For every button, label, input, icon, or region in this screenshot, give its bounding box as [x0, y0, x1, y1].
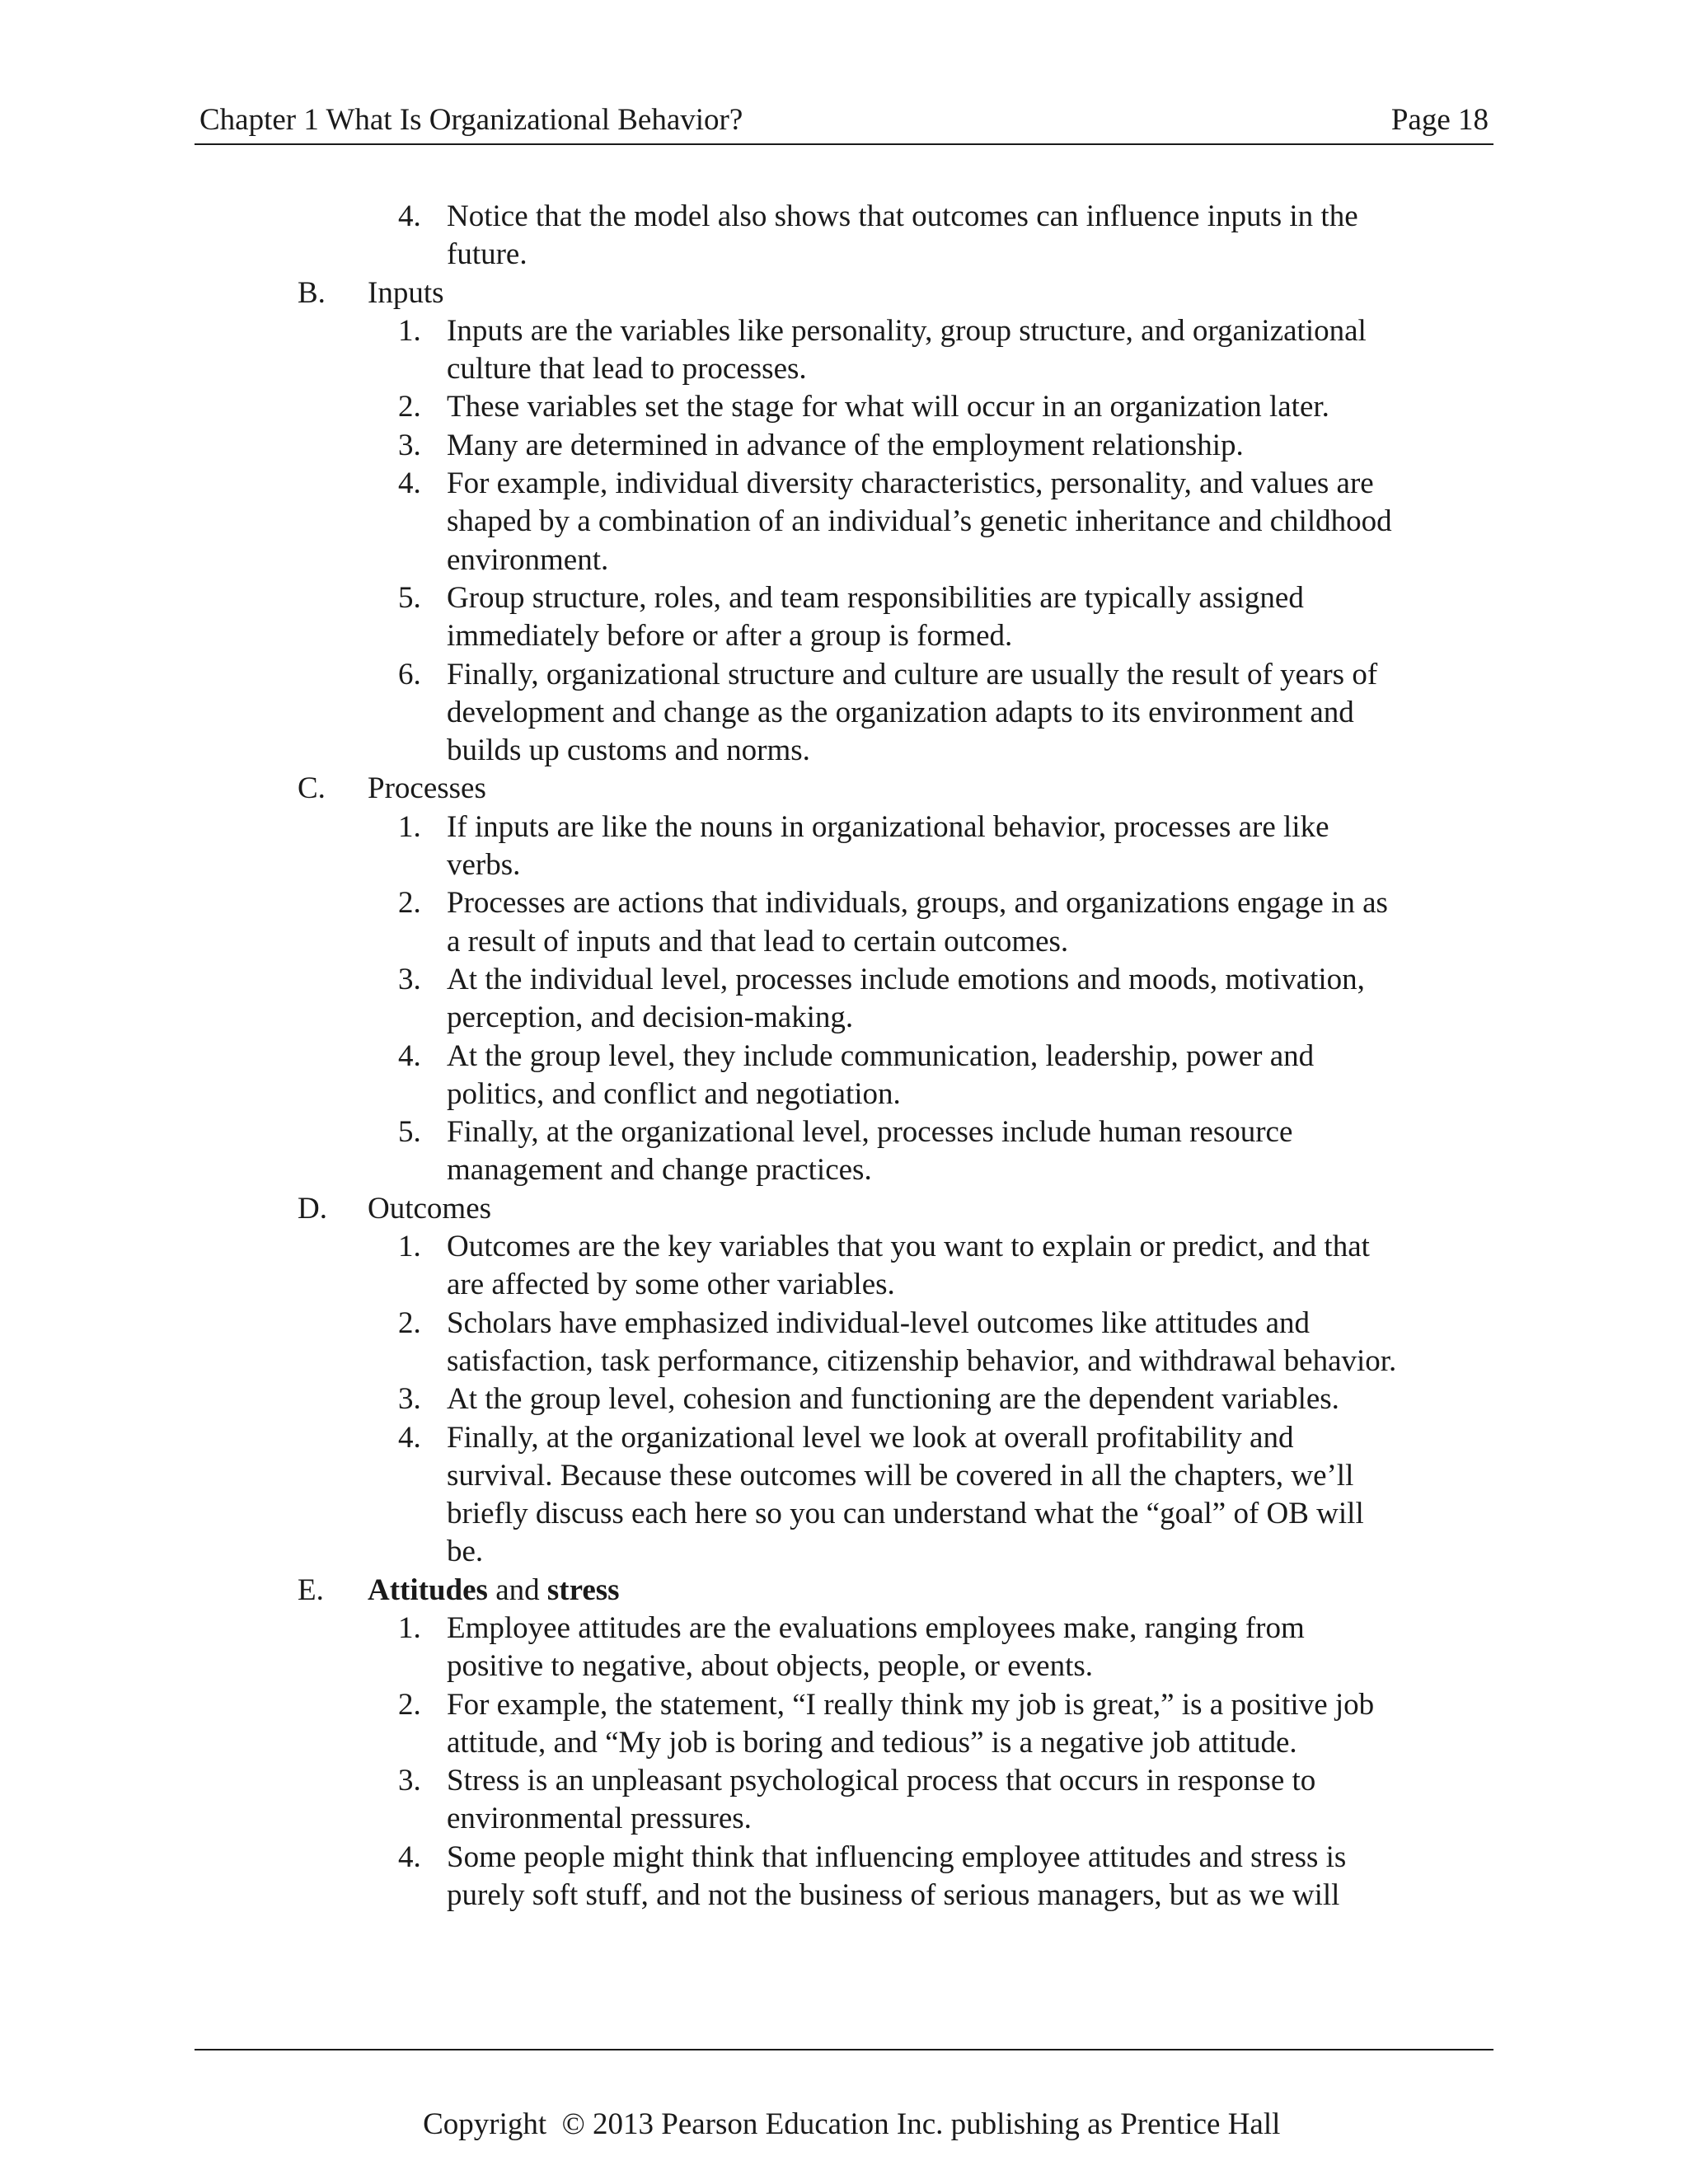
list-item-line	[0, 1877, 1688, 1915]
item-text: Processes are actions that individuals, groups, and organizations engage in as	[447, 886, 1388, 921]
list-item-line	[0, 1533, 1688, 1571]
item-text: positive to negative, about objects, people, or events.	[447, 1649, 1093, 1684]
item-text: At the group level, cohesion and functioning are the dependent variables.	[447, 1382, 1339, 1417]
item-text: shaped by a combination of an individual’s genetic inheritance and childhood	[447, 504, 1392, 539]
item-text: Stress is an unpleasant psychological process that occurs in response to	[447, 1764, 1316, 1798]
list-item-line	[0, 312, 1688, 350]
item-text: satisfaction, task performance, citizenship behavior, and withdrawal behavior.	[447, 1343, 1397, 1378]
item-text: briefly discuss each here so you can understand what the “goal” of OB will	[447, 1497, 1364, 1531]
list-item-line	[0, 617, 1688, 655]
item-text: At the group level, they include communication, leadership, power and	[447, 1038, 1315, 1073]
item-text: management and change practices.	[447, 1153, 872, 1188]
item-text: Employee attitudes are the evaluations employees make, ranging from	[447, 1610, 1305, 1645]
chapter-title: Chapter 1 What Is Organizational Behavior?	[199, 103, 743, 137]
item-number: 2.	[398, 390, 421, 424]
list-item-line	[0, 923, 1688, 961]
section-title: Inputs	[368, 275, 444, 310]
item-text: Many are determined in advance of the employment relationship.	[447, 428, 1244, 462]
section-letter: B.	[298, 275, 326, 310]
item-text: future.	[447, 237, 528, 272]
section-title: Processes	[368, 771, 486, 806]
list-item-line	[0, 1839, 1688, 1877]
item-text: culture that lead to processes.	[447, 352, 807, 387]
list-item-line	[0, 961, 1688, 999]
item-text: environmental pressures.	[447, 1802, 752, 1836]
list-item-line	[0, 1724, 1688, 1762]
item-number: 1.	[398, 1610, 421, 1645]
list-item-line	[0, 1610, 1688, 1647]
item-text: development and change as the organization adapts to its environment and	[447, 695, 1354, 729]
list-item-line	[0, 1038, 1688, 1076]
list-item-line	[0, 1380, 1688, 1418]
item-text: survival. Because these outcomes will be covered in all the chapters, we’ll	[447, 1458, 1354, 1493]
list-item-line	[0, 1686, 1688, 1724]
item-number: 4.	[398, 199, 421, 233]
list-item-line	[0, 1076, 1688, 1113]
item-number: 2.	[398, 1687, 421, 1722]
item-number: 3.	[398, 962, 421, 996]
list-item-line	[0, 1495, 1688, 1533]
section-letter: E.	[298, 1572, 324, 1607]
item-text: If inputs are like the nouns in organizational behavior, processes are like	[447, 809, 1329, 844]
footer-divider	[195, 2049, 1493, 2050]
list-item-line	[0, 884, 1688, 922]
list-item-line	[0, 198, 1688, 236]
copyright-text: Copyright © 2013 Pearson Education Inc. publishing as Prentice Hall	[423, 2107, 1281, 2141]
item-text: attitude, and “My job is boring and tedious” is a negative job attitude.	[447, 1725, 1297, 1760]
page-footer	[0, 2055, 1688, 2148]
item-number: 4.	[398, 466, 421, 501]
list-item-line	[0, 465, 1688, 503]
list-item-line	[0, 350, 1688, 388]
item-text: Some people might think that influencing employee attitudes and stress is	[447, 1840, 1347, 1874]
item-number: 3.	[398, 1764, 421, 1798]
list-item-line	[0, 1647, 1688, 1685]
list-item-line	[0, 1113, 1688, 1151]
item-number: 2.	[398, 1305, 421, 1340]
item-text: Finally, at the organizational level we look at overall profitability and	[447, 1420, 1294, 1455]
item-text: immediately before or after a group is formed.	[447, 619, 1013, 654]
title-connector: and	[487, 1572, 547, 1607]
list-item-line	[0, 1228, 1688, 1266]
item-number: 3.	[398, 428, 421, 462]
list-item-line	[0, 999, 1688, 1037]
item-text: These variables set the stage for what will occur in an organization later.	[447, 390, 1329, 424]
list-item-line	[0, 1800, 1688, 1838]
list-item-line	[0, 503, 1688, 541]
item-number: 4.	[398, 1420, 421, 1455]
item-text: For example, the statement, “I really think my job is great,” is a positive job	[447, 1687, 1375, 1722]
section-heading-c	[0, 770, 1688, 808]
section-letter: D.	[298, 1191, 327, 1226]
list-item-line	[0, 579, 1688, 617]
item-text: Finally, at the organizational level, processes include human resource	[447, 1115, 1293, 1150]
list-item-line	[0, 236, 1688, 274]
list-item-line	[0, 846, 1688, 884]
item-number: 1.	[398, 313, 421, 348]
list-item-line	[0, 732, 1688, 770]
item-text: verbs.	[447, 848, 521, 883]
item-text: purely soft stuff, and not the business of serious managers, but as we will	[447, 1878, 1340, 1913]
item-text: Inputs are the variables like personality, group structure, and organizational	[447, 313, 1367, 348]
list-item-line	[0, 656, 1688, 694]
item-text: Outcomes are the key variables that you want to explain or predict, and that	[447, 1230, 1370, 1264]
item-number: 4.	[398, 1038, 421, 1073]
item-text: Notice that the model also shows that outcomes can influence inputs in the	[447, 199, 1358, 233]
list-item-line	[0, 427, 1688, 465]
item-text: environment.	[447, 542, 609, 577]
section-letter: C.	[298, 771, 326, 806]
item-text: builds up customs and norms.	[447, 733, 810, 768]
item-text: are affected by some other variables.	[447, 1268, 895, 1302]
list-item-line	[0, 1266, 1688, 1304]
item-number: 4.	[398, 1840, 421, 1874]
list-item-line	[0, 1151, 1688, 1189]
item-text: At the individual level, processes include emotions and moods, motivation,	[447, 962, 1365, 996]
page-header	[195, 97, 1493, 145]
item-number: 5.	[398, 1115, 421, 1150]
section-title	[368, 1572, 620, 1610]
list-item-line	[0, 1762, 1688, 1800]
page-number: Page 18	[1390, 103, 1489, 137]
list-item-line	[0, 388, 1688, 426]
item-number: 5.	[398, 580, 421, 615]
item-number: 6.	[398, 657, 421, 691]
bold-term-stress: stress	[546, 1572, 620, 1607]
item-number: 2.	[398, 886, 421, 921]
item-text: perception, and decision-making.	[447, 1001, 854, 1035]
list-item-line	[0, 1305, 1688, 1343]
item-number: 3.	[398, 1382, 421, 1417]
list-item-line	[0, 694, 1688, 732]
item-text: politics, and conflict and negotiation.	[447, 1076, 901, 1111]
list-item-line	[0, 1419, 1688, 1457]
bold-term-attitudes: Attitudes	[368, 1572, 488, 1607]
item-text: be.	[447, 1535, 484, 1569]
section-heading-d	[0, 1190, 1688, 1228]
section-heading-e	[0, 1572, 1688, 1610]
section-heading-b	[0, 274, 1688, 312]
outline-content	[0, 198, 1688, 1915]
list-item-line	[0, 808, 1688, 846]
item-text: Finally, organizational structure and culture are usually the result of years of	[447, 657, 1378, 691]
item-text: Group structure, roles, and team responsibilities are typically assigned	[447, 580, 1304, 615]
list-item-line	[0, 541, 1688, 579]
item-text: Scholars have emphasized individual-level outcomes like attitudes and	[447, 1305, 1311, 1340]
list-item-line	[0, 1343, 1688, 1380]
item-number: 1.	[398, 809, 421, 844]
item-number: 1.	[398, 1230, 421, 1264]
item-text: a result of inputs and that lead to certain outcomes.	[447, 924, 1069, 958]
section-title: Outcomes	[368, 1191, 492, 1226]
item-text: For example, individual diversity characteristics, personality, and values are	[447, 466, 1374, 501]
list-item-line	[0, 1457, 1688, 1495]
